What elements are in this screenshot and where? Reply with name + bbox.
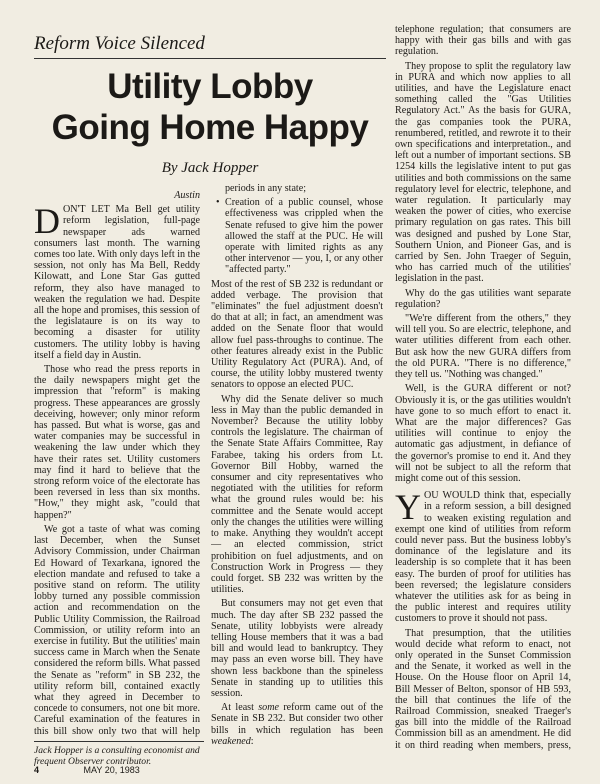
emphasis: weakened bbox=[211, 735, 251, 747]
emphasis: some bbox=[258, 702, 279, 714]
paragraph bbox=[211, 702, 383, 747]
issue-date: MAY 20, 1983 bbox=[83, 765, 140, 775]
column-2 bbox=[211, 183, 383, 751]
text-run: : bbox=[250, 735, 254, 747]
paragraph: That presumption, that the utilities would decide what reform to enact, not only operated in the Sunset Commission and the Senate, it worked as well in the House. On the House floor on April 14, Bill Messer of Belton, sponsor of HB 593, the bill that continues the life of the Railroad Commission, sneaked Traeger's gas bill into the middle of the Railroad Commission bill as an amendment. He did it on third reading when members, press, bbox=[395, 627, 571, 751]
bullet-item: • Creation of a public counsel, whose effectiveness was crippled when the Senate refused to give him the power allowed the staff at the PUC. He will operate with limited rights as any other intervenor — you, I, or any other "affected party." bbox=[225, 197, 383, 275]
text-run: At least bbox=[221, 702, 259, 714]
column-3 bbox=[395, 24, 571, 752]
paragraph: periods in any state; bbox=[225, 183, 307, 194]
text-run: reform came out of the Senate in SB 232. But consider two other bills in which regulation has been bbox=[211, 702, 383, 736]
paragraph: Those who read the press reports in the daily newspapers might get the impression that "reform" is making progress. These appearances are grossly deceiving, however; only minor reform has passed. But what is worse, gas and water companies may be successful in weakening the law under which they have their rates set. Utility customers may find it hard to believe that the strong reform voice of the electorate has been reversed in less than six months. "How," they might ask, "could that happen?" bbox=[34, 364, 200, 521]
paragraph: We got a taste of what was coming last December, when the Sunset Advisory Commission, under Chairman Ed Howard of Texarkana, ignored the election mandate and refused to take a positive stand on reform. The utility lobby turned any possible commission action and recommendation on the Public Utility Commission, the Railroad Commission, or utility reform into an exercise in futility. But the utilities' main success came in March when the Senate considered the reform bills. What passed the Senate as "reform" in SB 232, the utility reform bill, contained exactly what they agreed in December to concede to consumers, not one bit more. Careful examination of the features in this bill show only two that will help bbox=[34, 523, 200, 737]
drop-cap: D bbox=[34, 201, 60, 242]
paragraph: But consumers may not get even that much. The day after SB 232 passed the Senate, utility lobbyists were already telling House members that it was a bad bill and would lead to bankruptcy. They may pass an even worse bill. They have shown less backbone than the spineless Senate in standing up to utilities this session. bbox=[211, 598, 383, 699]
page-footer bbox=[34, 765, 140, 775]
author-bio: Jack Hopper is a consulting economist and frequent Observer contributor. bbox=[34, 741, 204, 767]
column-1 bbox=[34, 190, 200, 738]
bullet-list bbox=[211, 750, 383, 751]
paragraph-text: OU WOULD think that, especially in a reform session, a bill designed to weaken existing regulation and exempt one kind of utilities from reform could never pass. But the business lobby's dominance of the legislature and its leadership is so complete that it has been easy. The burden of proof for utilities has been reversed; the legislature considers whatever the utilities ask for as being in the public interest and requires utility customers to prove it should not pass. bbox=[395, 490, 571, 625]
paragraph: Well, is the GURA different or not? Obviously it is, or the gas utilities wouldn't have gone to so much effort to enact it. What are the major differences? Gas utilities will continue to enjoy the automatic gas adjustment, in defiance of the governor's promise to end it. And they will not be subject to all the reform that might come out of this session. bbox=[395, 383, 571, 484]
bullet-list bbox=[211, 197, 383, 275]
kicker-rule bbox=[34, 58, 386, 59]
kicker: Reform Voice Silenced bbox=[34, 33, 205, 54]
paragraph bbox=[395, 487, 571, 625]
paragraph: Why do the gas utilities want separate regulation? bbox=[395, 287, 571, 310]
headline bbox=[34, 66, 386, 148]
paragraph bbox=[34, 201, 200, 361]
bill-label bbox=[225, 750, 269, 751]
paragraph: Why did the Senate deliver so much less in May than the public demanded in November? Because the utility lobby controls the legislature. The chairman of the Senate State Affairs Committee, Ray Farabee, taking his orders from Lt. Governor Bill Hobby, warned the consumer and city representatives who negotiated with the utilities for reform what the ground rules would be: his committee and the Senate would accept only the changes the utilities were willing to make. Anything they wouldn't accept — an elected commission, strict prohibition on fuel adjustments, and on Construction Work in Progress — they could forget. SB 232 was written by the utilities. bbox=[211, 393, 383, 596]
byline: By Jack Hopper bbox=[161, 160, 259, 176]
dateline: Austin bbox=[174, 190, 200, 201]
page-number: 4 bbox=[34, 765, 40, 775]
paragraph: telephone regulation; that consumers are happy with their gas bills and with gas regulation. bbox=[395, 24, 571, 58]
paragraph: "We're different from the others," they will tell you. So are electric, telephone, and water utilities different from each other. But ask how the new GURA differs from the old PURA. "There is no difference," they tell us. "Nothing was changed." bbox=[395, 313, 571, 381]
paragraph-text: ON'T LET Ma Bell get utility reform legislation, full-page newspaper ads warned consumers last month. The warning comes too late. With only days left in the session, not only has Ma Bell, Reddy Kilowatt, and Lone Star Gas gutted reform, they also have managed to weaken the regulation we had. Despite all the hope and promises, this session of the legislataure is on its way to becoming a disaster for utility customers. The utility lobby is having itself a field day in Austin. bbox=[34, 204, 200, 361]
paragraph: Most of the rest of SB 232 is redundant or added verbage. The provision that "eliminates" the fuel adjustment doesn't do that at all; in fact, an amendment was added on the Senate floor that would allow fuel pass-throughs to continue. The other features already exist in the Public Utility Regulatory Act (PURA). And, of course, the utility lobby mustered twenty senators to oppose an elected PUC. bbox=[211, 278, 383, 391]
drop-cap: Y bbox=[395, 487, 421, 528]
bullet-item bbox=[225, 750, 383, 751]
paragraph: They propose to split the regulatory law in PURA and which now applies to all utilities, and have the Legislature enact something called the "Gas Utilities Regulatory Act." As the basis for GURA, the gas companies took the PURA, renumbered, retitled, and rewrote it to their own specifications and interpretation., and left out a number of important sections. SB 1254 kills the legislative intent to put gas utilities and both commissions on the same regulatory level for electric, telephone, and water regulation. It particularly may weaken the power of cities, who exercise primary regulation on gas rates. This bill was designed and pushed by Lone Star, Southern Union, and Pioneer Gas, and is carried by Sen. John Traeger of Seguin, who has carried much of the utilities' legislation in the past. bbox=[395, 60, 571, 285]
headline-line-2: Going Home Happy bbox=[51, 108, 369, 147]
headline-line-1: Utility Lobby bbox=[107, 67, 313, 106]
